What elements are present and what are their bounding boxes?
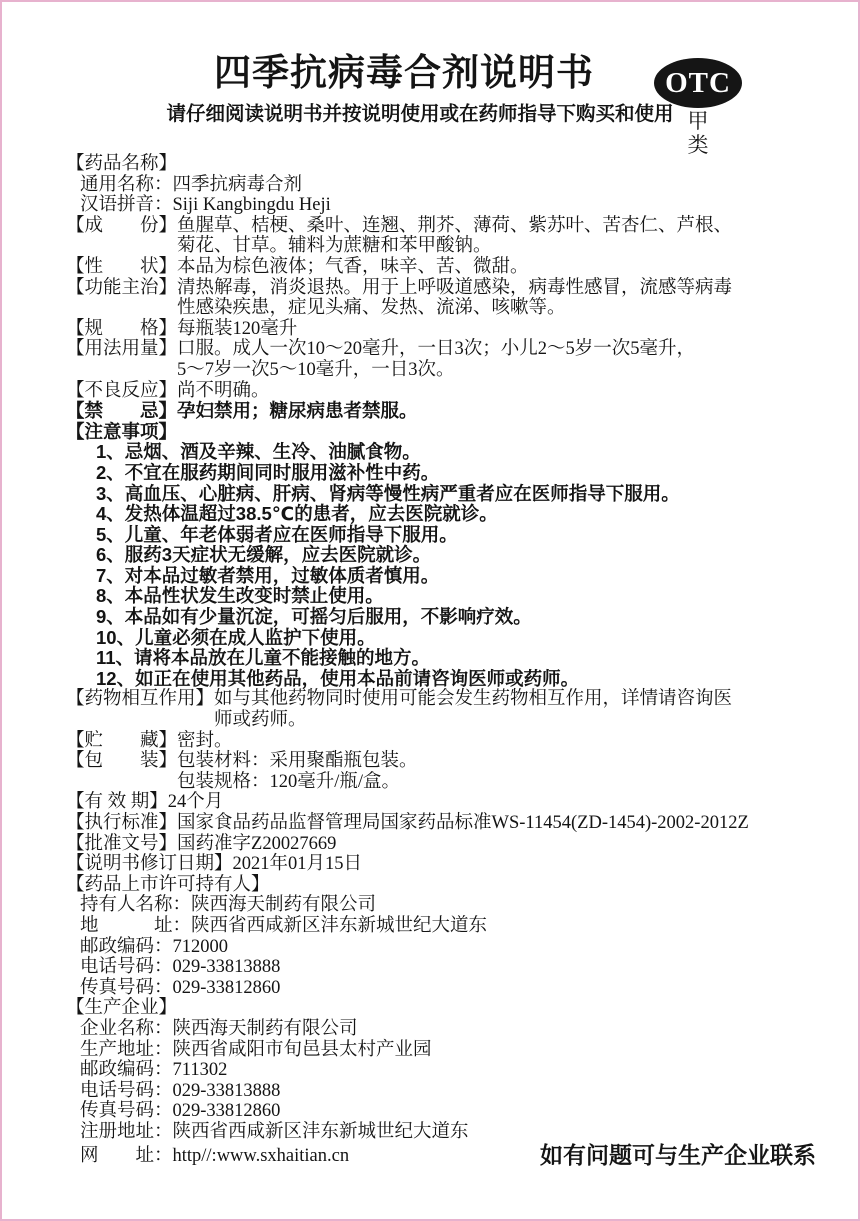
text-line: 密封。 [177, 730, 233, 751]
text-line: 2021年01月15日 [232, 854, 363, 875]
section-content [177, 319, 802, 340]
doc-row [66, 875, 802, 896]
section-content [177, 751, 802, 792]
section-content [177, 339, 802, 380]
usage-warning-subtitle: 请仔细阅读说明书并按说明使用或在药师指导下购买和使用 [166, 103, 674, 125]
text-line: 5、儿童、年老体弱者应在医师指导下服用。 [96, 523, 458, 545]
section-content [177, 278, 802, 319]
text-line: 3、高血压、心脏病、肝病、肾病等慢性病严重者应在医师指导下服用。 [96, 482, 680, 504]
section-label: 【用法用量】 [66, 339, 178, 360]
doc-row [66, 339, 802, 380]
text-line: 菊花、甘草。辅料为蔗糖和苯甲酸钠。 [177, 236, 492, 257]
section-content [177, 257, 802, 278]
text-line: 包装规格：120毫升/瓶/盒。 [177, 771, 401, 792]
doc-row [66, 442, 802, 463]
text-line: 国家食品药品监督管理局国家药品标准WS-11454(ZD-1454)-2002-2012Z [177, 813, 749, 833]
section-content [177, 834, 802, 855]
text-line: 24个月 [167, 792, 224, 813]
doc-row [66, 525, 802, 546]
website-text: 网 址：http//:www.sxhaitian.cn [80, 1145, 350, 1166]
text-line: 邮政编码：712000 [80, 936, 229, 957]
doc-row [66, 978, 802, 999]
section-label: 【有 效 期】 [66, 792, 168, 813]
doc-row [66, 1060, 802, 1081]
contact-manufacturer-note: 如有问题可与生产企业联系 [540, 1141, 816, 1168]
doc-row [66, 566, 802, 587]
doc-row [66, 175, 802, 196]
section-label: 【药物相互作用】 [66, 689, 215, 710]
text-line: 孕妇禁用；糖尿病患者禁服。 [177, 400, 418, 422]
text-line: 1、忌烟、酒及辛辣、生冷、油腻食物。 [96, 441, 421, 463]
section-label: 【成 份】 [66, 215, 178, 236]
doc-row [66, 916, 802, 937]
doc-row [66, 401, 802, 422]
otc-logo-icon: OTC [654, 58, 742, 108]
text-line: 清热解毒，消炎退热。用于上呼吸道感染，病毒性感冒，流感等病毒 [177, 277, 733, 298]
doc-row [66, 607, 802, 628]
text-line: 电话号码：029-33813888 [80, 1080, 281, 1101]
doc-row [66, 937, 802, 958]
doc-row [66, 319, 802, 340]
section-content [168, 792, 802, 813]
section-content [214, 689, 802, 730]
doc-row [66, 957, 802, 978]
text-line: 性感染疾患，症见头痛、发热、流涕、咳嗽等。 [177, 298, 566, 319]
section-label: 【注意事项】 [66, 420, 178, 442]
doc-row [66, 1101, 802, 1122]
text-line: 本品为棕色液体；气香，味辛、苦、微甜。 [177, 256, 529, 277]
section-label: 【不良反应】 [66, 380, 178, 401]
text-line: 9、本品如有少量沉淀，可摇匀后服用，不影响疗效。 [96, 606, 532, 628]
text-line: 2、不宜在服药期间同时服用滋补性中药。 [96, 461, 440, 483]
doc-row [66, 1081, 802, 1102]
doc-row [66, 216, 802, 257]
text-line: 7、对本品过敏者禁用，过敏体质者慎用。 [96, 564, 440, 586]
section-content [177, 731, 802, 752]
doc-row [66, 545, 802, 566]
text-line: 6、服药3天症状无缓解，应去医院就诊。 [96, 544, 432, 566]
section-label: 【功能主治】 [66, 277, 178, 298]
doc-row [66, 463, 802, 484]
section-label: 【贮 藏】 [66, 730, 178, 751]
text-line: 师或药师。 [214, 710, 307, 731]
text-line: 每瓶装120毫升 [177, 318, 298, 339]
doc-row [66, 195, 802, 216]
otc-class-label: 甲 类 [687, 110, 723, 157]
doc-row [66, 895, 802, 916]
text-line: 鱼腥草、桔梗、桑叶、连翘、荆芥、薄荷、紫苏叶、苦杏仁、芦根、 [177, 215, 733, 236]
section-label: 【生产企业】 [66, 998, 178, 1019]
section-label: 【性 状】 [66, 256, 178, 277]
text-line: 包装材料：采用聚酯瓶包装。 [177, 751, 418, 772]
text-line: 注册地址：陕西省西咸新区沣东新城世纪大道东 [80, 1121, 469, 1142]
section-content [177, 401, 802, 422]
doc-row [66, 422, 802, 443]
text-line: 邮政编码：711302 [80, 1060, 228, 1081]
leaflet-body [66, 154, 802, 1143]
text-line: 传真号码：029-33812860 [80, 977, 281, 998]
text-line: 4、发热体温超过38.5℃的患者，应去医院就诊。 [96, 503, 498, 525]
doc-row [66, 504, 802, 525]
text-line: 10、儿童必须在成人监护下使用。 [96, 626, 376, 648]
doc-row [66, 689, 802, 730]
doc-row [66, 669, 802, 690]
text-line: 地 址：陕西省西咸新区沣东新城世纪大道东 [80, 915, 488, 936]
doc-row [66, 586, 802, 607]
text-line: 如与其他药物同时使用可能会发生药物相互作用，详情请咨询医 [214, 689, 733, 710]
website-row [66, 1143, 816, 1167]
text-line: 生产地址：陕西省咸阳市旬邑县太村产业园 [80, 1039, 432, 1060]
section-label: 【禁 忌】 [66, 400, 178, 422]
doc-row [66, 278, 802, 319]
section-content [233, 854, 802, 875]
doc-row [66, 792, 802, 813]
leaflet-header [2, 2, 858, 157]
text-line: 11、请将本品放在儿童不能接触的地方。 [96, 647, 431, 669]
doc-row [66, 257, 802, 278]
text-line: 通用名称：四季抗病毒合剂 [80, 174, 303, 195]
section-label: 【药品上市许可持有人】 [66, 874, 270, 895]
section-label: 【规 格】 [66, 318, 178, 339]
section-content [177, 381, 802, 402]
text-line: 尚不明确。 [177, 380, 270, 401]
doc-row [66, 484, 802, 505]
section-label: 【执行标准】 [66, 813, 178, 833]
otc-badge [652, 58, 744, 158]
section-label: 【包 装】 [66, 751, 178, 772]
doc-row [66, 731, 802, 752]
text-line: 国药准字Z20027669 [177, 833, 337, 854]
text-line: 企业名称：陕西海天制药有限公司 [80, 1018, 358, 1039]
doc-row [66, 834, 802, 855]
doc-row [66, 1040, 802, 1061]
text-line: 12、如正在使用其他药品，使用本品前请咨询医师或药师。 [96, 667, 580, 689]
text-line: 电话号码：029-33813888 [80, 957, 281, 978]
doc-row [66, 648, 802, 669]
section-label: 【批准文号】 [66, 833, 178, 854]
doc-row [66, 1019, 802, 1040]
text-line: 持有人名称：陕西海天制药有限公司 [80, 895, 377, 916]
doc-row [66, 854, 802, 875]
text-line: 汉语拼音：Siji Kangbingdu Heji [80, 195, 331, 216]
doc-row [66, 998, 802, 1019]
doc-row [66, 628, 802, 649]
text-line: 5～7岁一次5～10毫升，一日3次。 [177, 359, 455, 380]
doc-row [66, 381, 802, 402]
section-label: 【药品名称】 [66, 154, 178, 174]
text-line: 传真号码：029-33812860 [80, 1101, 281, 1122]
page-title: 四季抗病毒合剂说明书 [214, 52, 594, 93]
section-content [177, 813, 802, 834]
text-line: 8、本品性状发生改变时禁止使用。 [96, 585, 384, 607]
text-line: 口服。成人一次10～20毫升，一日3次；小儿2～5岁一次5毫升， [177, 339, 696, 360]
section-label: 【说明书修订日期】 [66, 854, 233, 875]
doc-row [66, 751, 802, 792]
doc-row [66, 813, 802, 834]
doc-row [66, 1122, 802, 1143]
section-content [177, 216, 802, 257]
